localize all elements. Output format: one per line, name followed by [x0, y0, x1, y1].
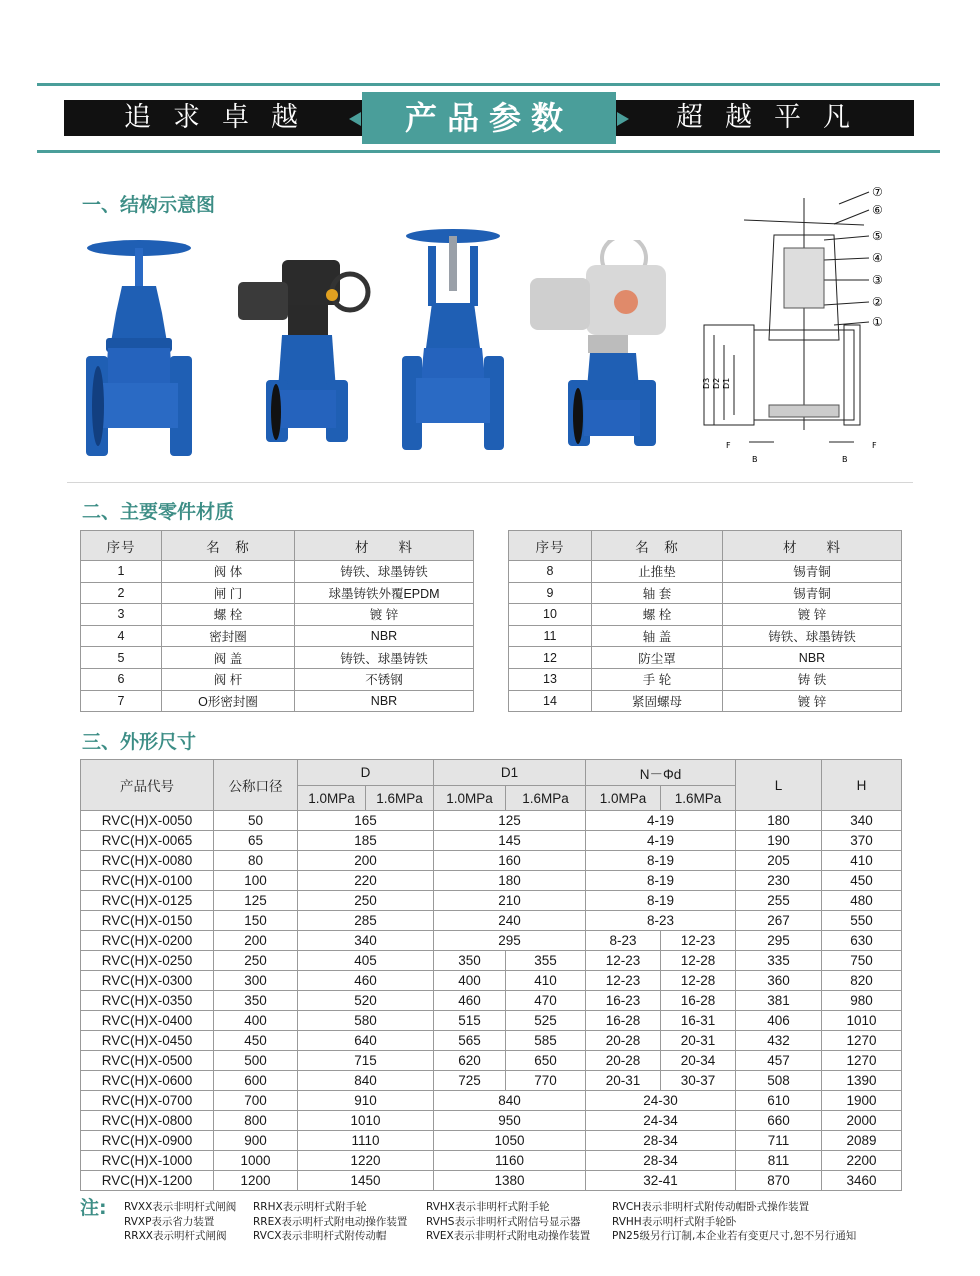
cell-h: 1270 — [822, 1031, 902, 1051]
cell-nd-p10: 12-23 — [586, 971, 661, 991]
table-row — [81, 831, 902, 851]
material-material: 镀 锌 — [295, 604, 474, 626]
material-material: 不锈钢 — [295, 668, 474, 690]
banner-arrow-right — [617, 112, 629, 126]
cell-l: 255 — [736, 891, 822, 911]
note-item: RREX表示明杆式附电动操作装置 — [253, 1215, 408, 1228]
cell-d1-p10: 725 — [434, 1071, 506, 1091]
cell-d1-p16: 770 — [506, 1071, 586, 1091]
cell-h: 550 — [822, 911, 902, 931]
cell-nd: 8-19 — [586, 891, 736, 911]
material-row — [509, 625, 902, 647]
note-item: RVXP表示省力装置 — [124, 1215, 215, 1228]
cell-dn: 300 — [214, 971, 298, 991]
col-seq: 序号 — [509, 531, 592, 561]
cell-l: 406 — [736, 1011, 822, 1031]
cell-d: 1220 — [298, 1151, 434, 1171]
cell-nd: 32-41 — [586, 1171, 736, 1191]
table-row — [81, 931, 902, 951]
table-row — [81, 1071, 902, 1091]
note-item: RVHH表示明杆式附手轮卧 — [612, 1215, 737, 1228]
material-row — [81, 668, 474, 690]
head-nd-p16: 1.6MPa — [661, 786, 736, 811]
col-seq: 序号 — [81, 531, 162, 561]
cell-d1: 210 — [434, 891, 586, 911]
col-name: 名 称 — [592, 531, 723, 561]
material-row — [509, 668, 902, 690]
cell-l: 190 — [736, 831, 822, 851]
note-item: RVEX表示非明杆式附电动操作装置 — [426, 1230, 591, 1242]
cell-dn: 65 — [214, 831, 298, 851]
cell-d1-p10: 400 — [434, 971, 506, 991]
cell-dn: 400 — [214, 1011, 298, 1031]
note-item: RVCH表示非明杆式附传动帽卧式操作装置 — [612, 1201, 810, 1213]
cell-h: 1010 — [822, 1011, 902, 1031]
cell-d1: 240 — [434, 911, 586, 931]
table-row — [81, 971, 902, 991]
material-name: 止推垫 — [592, 561, 723, 583]
notes-col-2 — [253, 1200, 407, 1244]
cell-l: 335 — [736, 951, 822, 971]
cell-d1: 1050 — [434, 1131, 586, 1151]
cell-code: RVC(H)X-0700 — [81, 1091, 214, 1111]
cell-h: 480 — [822, 891, 902, 911]
material-row — [509, 582, 902, 604]
cell-dn: 150 — [214, 911, 298, 931]
material-row — [81, 582, 474, 604]
material-seq: 7 — [81, 690, 162, 712]
banner-arrow-left — [349, 112, 361, 126]
material-material: 铸铁、球墨铸铁 — [295, 561, 474, 583]
cell-d: 200 — [298, 851, 434, 871]
section-divider — [67, 482, 913, 483]
material-row — [81, 625, 474, 647]
cell-nd: 4-19 — [586, 811, 736, 831]
notes-label: 注: — [80, 1197, 107, 1219]
cell-l: 457 — [736, 1051, 822, 1071]
cell-l: 870 — [736, 1171, 822, 1191]
cell-d1-p10: 565 — [434, 1031, 506, 1051]
cell-code: RVC(H)X-0450 — [81, 1031, 214, 1051]
cell-dn: 800 — [214, 1111, 298, 1131]
cell-nd-p10: 8-23 — [586, 931, 661, 951]
callout-3: ③ — [872, 273, 883, 287]
table-row — [81, 1171, 902, 1191]
material-name: 手 轮 — [592, 668, 723, 690]
cell-h: 2200 — [822, 1151, 902, 1171]
notes-col-3 — [426, 1200, 590, 1244]
cell-h: 370 — [822, 831, 902, 851]
cell-l: 508 — [736, 1071, 822, 1091]
section-materials-title: 二、主要零件材质 — [82, 501, 235, 523]
material-seq: 8 — [509, 561, 592, 583]
cell-nd-p16: 12-23 — [661, 931, 736, 951]
cell-nd-p16: 12-28 — [661, 971, 736, 991]
cell-h: 1390 — [822, 1071, 902, 1091]
head-d: D — [298, 760, 434, 786]
cell-l: 432 — [736, 1031, 822, 1051]
cell-l: 381 — [736, 991, 822, 1011]
note-item: RVXX表示非明杆式闸阀 — [124, 1201, 237, 1213]
cell-l: 711 — [736, 1131, 822, 1151]
col-material: 材 料 — [295, 531, 474, 561]
head-l: L — [736, 760, 822, 811]
cell-h: 980 — [822, 991, 902, 1011]
cell-dn: 125 — [214, 891, 298, 911]
cell-d: 185 — [298, 831, 434, 851]
dim-d3: D3 — [702, 377, 711, 389]
cell-d1-p10: 620 — [434, 1051, 506, 1071]
cell-d: 1110 — [298, 1131, 434, 1151]
material-material: 镀 锌 — [723, 690, 902, 712]
material-material: 铸 铁 — [723, 668, 902, 690]
material-material: NBR — [723, 647, 902, 669]
cell-dn: 200 — [214, 931, 298, 951]
cell-code: RVC(H)X-1000 — [81, 1151, 214, 1171]
head-d1-p10: 1.0MPa — [434, 786, 506, 811]
cell-code: RVC(H)X-0050 — [81, 811, 214, 831]
cell-d1: 145 — [434, 831, 586, 851]
cell-h: 340 — [822, 811, 902, 831]
cell-dn: 600 — [214, 1071, 298, 1091]
cell-dn: 700 — [214, 1091, 298, 1111]
cell-h: 630 — [822, 931, 902, 951]
material-seq: 5 — [81, 647, 162, 669]
cell-code: RVC(H)X-0150 — [81, 911, 214, 931]
cell-nd-p16: 20-31 — [661, 1031, 736, 1051]
valve-electric-silver-image — [526, 240, 676, 452]
cell-code: RVC(H)X-0125 — [81, 891, 214, 911]
head-code: 产品代号 — [81, 760, 214, 811]
cell-d1-p16: 525 — [506, 1011, 586, 1031]
cell-d1: 1160 — [434, 1151, 586, 1171]
cell-d1: 295 — [434, 931, 586, 951]
cell-d: 250 — [298, 891, 434, 911]
material-row — [509, 561, 902, 583]
cell-code: RVC(H)X-0300 — [81, 971, 214, 991]
cell-nd: 4-19 — [586, 831, 736, 851]
cell-d1-p16: 470 — [506, 991, 586, 1011]
material-material: NBR — [295, 690, 474, 712]
cell-h: 3460 — [822, 1171, 902, 1191]
cell-code: RVC(H)X-0800 — [81, 1111, 214, 1131]
material-material: 铸铁、球墨铸铁 — [723, 625, 902, 647]
material-seq: 13 — [509, 668, 592, 690]
table-row — [81, 911, 902, 931]
cell-nd-p10: 20-28 — [586, 1051, 661, 1071]
callout-4: ④ — [872, 251, 883, 265]
material-name: O形密封圈 — [162, 690, 295, 712]
material-name: 轴 盖 — [592, 625, 723, 647]
cell-d: 1450 — [298, 1171, 434, 1191]
cell-h: 2000 — [822, 1111, 902, 1131]
note-item: RVHS表示非明杆式附信号显示器 — [426, 1215, 581, 1228]
callout-7: ⑦ — [872, 185, 883, 199]
col-material: 材 料 — [723, 531, 902, 561]
cell-l: 180 — [736, 811, 822, 831]
table-row — [81, 1031, 902, 1051]
material-name: 轴 套 — [592, 582, 723, 604]
cell-dn: 350 — [214, 991, 298, 1011]
cell-h: 2089 — [822, 1131, 902, 1151]
cell-nd-p16: 16-31 — [661, 1011, 736, 1031]
material-name: 螺 栓 — [592, 604, 723, 626]
cell-d1-p16: 355 — [506, 951, 586, 971]
top-rule — [37, 83, 940, 86]
cell-nd-p10: 20-28 — [586, 1031, 661, 1051]
cell-d1: 840 — [434, 1091, 586, 1111]
cell-d1-p16: 585 — [506, 1031, 586, 1051]
table-row — [81, 991, 902, 1011]
notes-col-1 — [124, 1200, 236, 1244]
cell-d1-p16: 410 — [506, 971, 586, 991]
material-seq: 11 — [509, 625, 592, 647]
material-seq: 14 — [509, 690, 592, 712]
material-seq: 10 — [509, 604, 592, 626]
callout-5: ⑤ — [872, 229, 883, 243]
cell-dn: 80 — [214, 851, 298, 871]
cell-nd-p10: 12-23 — [586, 951, 661, 971]
cell-nd: 8-23 — [586, 911, 736, 931]
material-seq: 9 — [509, 582, 592, 604]
cell-d: 580 — [298, 1011, 434, 1031]
cell-code: RVC(H)X-0250 — [81, 951, 214, 971]
material-name: 螺 栓 — [162, 604, 295, 626]
callout-6: ⑥ — [872, 203, 883, 217]
note-item: RVCX表示非明杆式附传动帽 — [253, 1230, 387, 1242]
cell-code: RVC(H)X-0600 — [81, 1071, 214, 1091]
cell-l: 267 — [736, 911, 822, 931]
cell-nd-p10: 16-23 — [586, 991, 661, 1011]
dim-b-right: B — [842, 455, 848, 464]
material-name: 阀 盖 — [162, 647, 295, 669]
cell-d1-p10: 350 — [434, 951, 506, 971]
section-structure-title: 一、结构示意图 — [82, 194, 216, 216]
banner-left-text: 追求卓越 — [124, 102, 320, 133]
callout-1: ① — [872, 315, 883, 329]
material-material: 镀 锌 — [723, 604, 902, 626]
material-row — [81, 647, 474, 669]
cell-d1-p16: 650 — [506, 1051, 586, 1071]
table-row — [81, 871, 902, 891]
cell-d: 640 — [298, 1031, 434, 1051]
material-row — [81, 604, 474, 626]
material-seq: 3 — [81, 604, 162, 626]
cell-d1: 950 — [434, 1111, 586, 1131]
material-seq: 6 — [81, 668, 162, 690]
cell-dn: 50 — [214, 811, 298, 831]
head-dn: 公称口径 — [214, 760, 298, 811]
cell-d1: 180 — [434, 871, 586, 891]
cell-nd: 24-30 — [586, 1091, 736, 1111]
note-item: PN25级另行订制,本企业若有变更尺寸,恕不另行通知 — [612, 1230, 857, 1242]
material-name: 密封圈 — [162, 625, 295, 647]
table-row — [81, 1051, 902, 1071]
material-name: 紧固螺母 — [592, 690, 723, 712]
notes-col-4 — [612, 1200, 856, 1244]
cell-dn: 1200 — [214, 1171, 298, 1191]
cell-nd: 8-19 — [586, 871, 736, 891]
head-d1-p16: 1.6MPa — [506, 786, 586, 811]
cell-l: 295 — [736, 931, 822, 951]
table-row — [81, 851, 902, 871]
material-row — [509, 690, 902, 712]
cell-nd-p16: 12-28 — [661, 951, 736, 971]
table-row — [81, 1091, 902, 1111]
cell-d1: 1380 — [434, 1171, 586, 1191]
note-item: RVHX表示非明杆式附手轮 — [426, 1201, 550, 1213]
valve-handwheel-image — [78, 238, 200, 460]
callout-2: ② — [872, 295, 883, 309]
cell-l: 205 — [736, 851, 822, 871]
cell-h: 750 — [822, 951, 902, 971]
cell-nd: 24-34 — [586, 1111, 736, 1131]
cell-h: 450 — [822, 871, 902, 891]
col-name: 名 称 — [162, 531, 295, 561]
cell-d: 405 — [298, 951, 434, 971]
cell-code: RVC(H)X-0900 — [81, 1131, 214, 1151]
cell-nd: 28-34 — [586, 1131, 736, 1151]
cell-dn: 900 — [214, 1131, 298, 1151]
banner-right-text: 超越平凡 — [676, 102, 872, 133]
cell-code: RVC(H)X-0080 — [81, 851, 214, 871]
cell-dn: 1000 — [214, 1151, 298, 1171]
cell-d1-p10: 460 — [434, 991, 506, 1011]
material-row — [509, 647, 902, 669]
material-name: 闸 门 — [162, 582, 295, 604]
materials-table-right — [508, 530, 902, 712]
cell-code: RVC(H)X-0100 — [81, 871, 214, 891]
dim-b-left: B — [752, 455, 758, 464]
cell-code: RVC(H)X-0350 — [81, 991, 214, 1011]
valve-electric-black-image — [232, 250, 372, 450]
cell-d: 715 — [298, 1051, 434, 1071]
cell-code: RVC(H)X-1200 — [81, 1171, 214, 1191]
table-row — [81, 1131, 902, 1151]
cell-d: 840 — [298, 1071, 434, 1091]
dim-f-right: F — [872, 441, 877, 450]
cell-d: 340 — [298, 931, 434, 951]
table-row — [81, 1111, 902, 1131]
cell-dn: 500 — [214, 1051, 298, 1071]
cell-d: 165 — [298, 811, 434, 831]
section-dimensions-title: 三、外形尺寸 — [82, 731, 197, 753]
cell-d: 520 — [298, 991, 434, 1011]
cell-nd-p10: 16-28 — [586, 1011, 661, 1031]
table-row — [81, 891, 902, 911]
cell-nd: 8-19 — [586, 851, 736, 871]
cell-dn: 100 — [214, 871, 298, 891]
cell-h: 1900 — [822, 1091, 902, 1111]
material-name: 阀 体 — [162, 561, 295, 583]
cell-h: 820 — [822, 971, 902, 991]
cell-dn: 450 — [214, 1031, 298, 1051]
cell-d: 1010 — [298, 1111, 434, 1131]
material-seq: 4 — [81, 625, 162, 647]
cell-code: RVC(H)X-0065 — [81, 831, 214, 851]
cell-code: RVC(H)X-0400 — [81, 1011, 214, 1031]
material-material: 锡青铜 — [723, 582, 902, 604]
head-nd: N－Φd — [586, 760, 736, 786]
material-row — [81, 561, 474, 583]
valve-rising-stem-image — [398, 228, 508, 454]
head-nd-p10: 1.0MPa — [586, 786, 661, 811]
cell-nd: 28-34 — [586, 1151, 736, 1171]
dim-f-left: F — [726, 441, 731, 450]
head-d1: D1 — [434, 760, 586, 786]
cell-nd-p16: 16-28 — [661, 991, 736, 1011]
bottom-rule — [37, 150, 940, 153]
cell-d1: 160 — [434, 851, 586, 871]
cell-code: RVC(H)X-0500 — [81, 1051, 214, 1071]
material-name: 阀 杆 — [162, 668, 295, 690]
cell-d: 220 — [298, 871, 434, 891]
cell-l: 811 — [736, 1151, 822, 1171]
material-seq: 2 — [81, 582, 162, 604]
cell-code: RVC(H)X-0200 — [81, 931, 214, 951]
material-seq: 1 — [81, 561, 162, 583]
cell-l: 660 — [736, 1111, 822, 1131]
cell-l: 360 — [736, 971, 822, 991]
cell-h: 1270 — [822, 1051, 902, 1071]
cell-nd-p16: 20-34 — [661, 1051, 736, 1071]
cell-nd-p10: 20-31 — [586, 1071, 661, 1091]
cell-dn: 250 — [214, 951, 298, 971]
cell-d: 910 — [298, 1091, 434, 1111]
head-d-p10: 1.0MPa — [298, 786, 366, 811]
table-row — [81, 1011, 902, 1031]
note-item: RRHX表示明杆式附手轮 — [253, 1201, 367, 1213]
cell-h: 410 — [822, 851, 902, 871]
head-d-p16: 1.6MPa — [366, 786, 434, 811]
note-item: RRXX表示明杆式闸阀 — [124, 1230, 227, 1242]
cell-d1: 125 — [434, 811, 586, 831]
head-h: H — [822, 760, 902, 811]
banner-title: 产品参数 — [362, 92, 616, 144]
dimensions-table — [80, 759, 902, 1191]
material-material: NBR — [295, 625, 474, 647]
table-row — [81, 1151, 902, 1171]
cell-l: 610 — [736, 1091, 822, 1111]
cell-d: 285 — [298, 911, 434, 931]
material-row — [509, 604, 902, 626]
material-material: 锡青铜 — [723, 561, 902, 583]
materials-table-left — [80, 530, 474, 712]
dim-d2: D2 — [712, 377, 721, 389]
material-seq: 12 — [509, 647, 592, 669]
dim-d1: D1 — [722, 377, 731, 389]
table-row — [81, 951, 902, 971]
cell-d: 460 — [298, 971, 434, 991]
material-name: 防尘罩 — [592, 647, 723, 669]
table-row — [81, 811, 902, 831]
material-material: 球墨铸铁外覆EPDM — [295, 582, 474, 604]
material-material: 铸铁、球墨铸铁 — [295, 647, 474, 669]
cell-nd-p16: 30-37 — [661, 1071, 736, 1091]
cell-l: 230 — [736, 871, 822, 891]
material-row — [81, 690, 474, 712]
valve-cross-section-diagram — [694, 180, 894, 470]
cell-d1-p10: 515 — [434, 1011, 506, 1031]
